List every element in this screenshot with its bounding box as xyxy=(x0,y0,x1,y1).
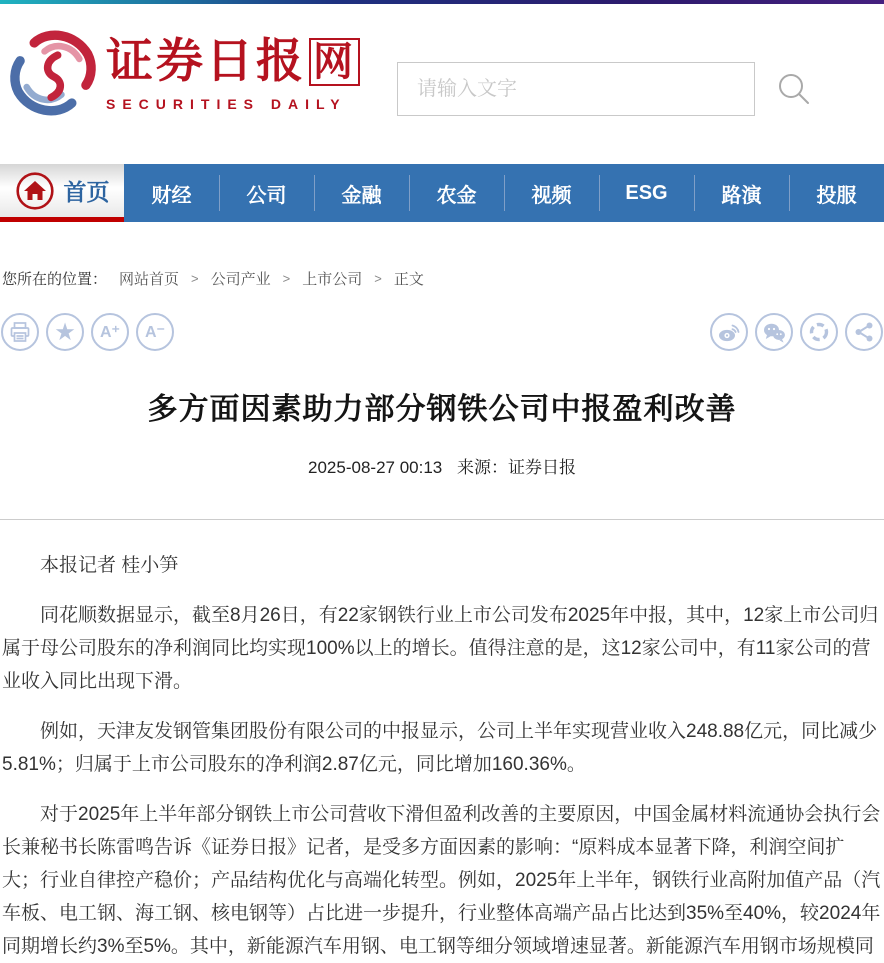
font-increase-button[interactable]: A⁺ xyxy=(91,313,129,351)
nav-item-caijing[interactable]: 财经 xyxy=(151,184,192,207)
breadcrumb xyxy=(2,268,884,289)
site-logo[interactable] xyxy=(6,26,360,120)
article-paragraph: 同花顺数据显示，截至8月26日，有22家钢铁行业上市公司发布2025年中报，其中，12家上市公司归属于母公司股东的净利润同比均实现100%以上的增长。值得注意的是，这12家公司中，有11家公司的营业收入同比出现下滑。 xyxy=(2,605,879,692)
breadcrumb-separator: > xyxy=(374,271,382,286)
article-meta xyxy=(0,453,884,478)
breadcrumb-current[interactable]: 正文 xyxy=(393,271,424,288)
site-header xyxy=(0,4,884,164)
search-icon[interactable] xyxy=(775,70,813,108)
search-area xyxy=(397,62,813,116)
article-title: 多方面因素助力部分钢铁公司中报盈利改善 xyxy=(147,393,737,426)
nav-item-shipin[interactable]: 视频 xyxy=(504,164,599,222)
toolbar-right-group xyxy=(703,313,883,351)
share-wechat-button[interactable] xyxy=(755,313,793,351)
breadcrumb-separator: > xyxy=(282,271,291,286)
breadcrumb-label: 您所在的位置： xyxy=(2,271,108,288)
breadcrumb-link-channel[interactable]: 公司产业 xyxy=(210,271,271,288)
nav-item-jinrong[interactable]: 金融 xyxy=(314,164,409,222)
article-body xyxy=(0,520,884,963)
share-icon xyxy=(852,320,876,344)
nav-item-luyan[interactable]: 路演 xyxy=(694,164,789,222)
wechat-icon xyxy=(762,320,786,344)
nav-item-nongjin[interactable]: 农金 xyxy=(409,164,504,222)
article-paragraph-reporter: 本报记者 桂小笋 xyxy=(40,555,179,576)
share-repost-button[interactable] xyxy=(800,313,838,351)
breadcrumb-link-home[interactable]: 网站首页 xyxy=(119,271,180,288)
nav-item-home[interactable] xyxy=(0,164,124,222)
search-input[interactable] xyxy=(397,62,755,116)
print-icon xyxy=(8,320,32,344)
logo-english-title: SECURITIES DAILY xyxy=(106,95,347,112)
main-nav xyxy=(0,164,884,222)
article-paragraph: 对于2025年上半年部分钢铁上市公司营收下滑但盈利改善的主要原因，中国金属材料流通协会执行会长兼秘书长陈雷鸣告诉《证券日报》记者，是受多方面因素的影响：“原料成本显著下降，利润空间扩大；行业自律控产稳价；产品结构优化与高端化转型。例如，2025年上半年，钢铁行业高附加值产品（汽车板、电工钢、海工钢、核电钢等）占比进一步提升，行业整体高端产品占比达到35%至40%，较2024年同期增长约3%至5%。其中，新能源汽车用钢、电工钢等细分领域增速显著。新能源汽车用钢市场规模同 xyxy=(2,804,881,957)
nav-home-label: 首页 xyxy=(63,179,110,205)
weibo-icon xyxy=(717,320,741,344)
article-date: 2025-08-27 00:13 xyxy=(308,458,443,477)
logo-cn-main: 证券日报 xyxy=(106,34,306,89)
nav-item-toufu[interactable]: 投服 xyxy=(789,164,884,222)
print-button[interactable] xyxy=(1,313,39,351)
article-paragraph: 例如，天津友发钢管集团股份有限公司的中报显示，公司上半年实现营业收入248.88亿元，同比减少5.81%；归属于上市公司股东的净利润2.87亿元，同比增加160.36%。 xyxy=(2,721,878,775)
logo-cn-net: 网 xyxy=(309,38,360,86)
nav-item-gongsi[interactable]: 公司 xyxy=(219,164,314,222)
article-source: 来源：证券日报 xyxy=(456,458,576,477)
aperture-icon xyxy=(807,320,831,344)
star-icon: ★ xyxy=(55,320,75,344)
font-decrease-button[interactable]: A⁻ xyxy=(136,313,174,351)
logo-swirl-icon xyxy=(6,26,100,120)
logo-text-block xyxy=(106,26,360,112)
breadcrumb-separator: > xyxy=(191,271,199,286)
share-button[interactable] xyxy=(845,313,883,351)
share-weibo-button[interactable] xyxy=(710,313,748,351)
breadcrumb-link-section[interactable]: 上市公司 xyxy=(302,271,363,288)
article-toolbar xyxy=(0,313,884,351)
favorite-button[interactable] xyxy=(46,313,84,351)
nav-item-esg[interactable]: ESG xyxy=(599,164,694,222)
toolbar-left-group xyxy=(1,313,181,351)
logo-chinese-title xyxy=(106,36,360,88)
home-icon xyxy=(15,171,55,211)
